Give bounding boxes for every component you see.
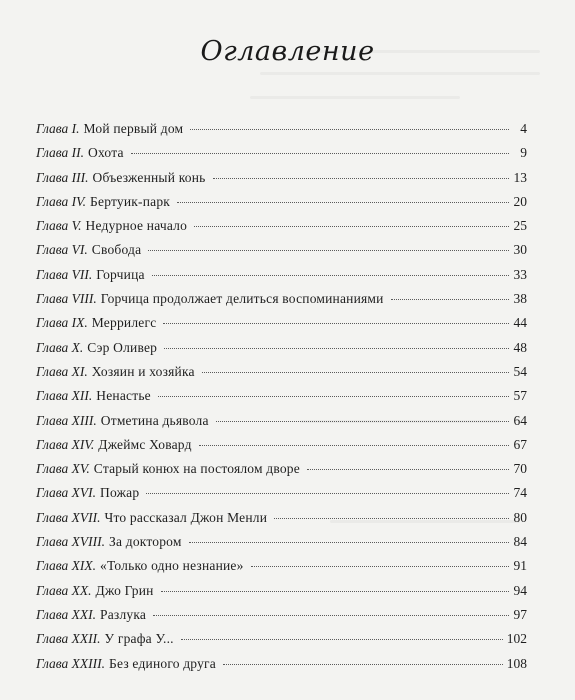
dot-leader (194, 225, 509, 227)
chapter-title: Джеймс Ховард (98, 436, 192, 452)
chapter-number: Глава VIII. (36, 291, 97, 307)
chapter-number: Глава XXIII. (36, 655, 106, 671)
dot-leader (164, 347, 509, 349)
page-number: 33 (513, 266, 527, 282)
dot-leader (391, 298, 509, 300)
chapter-number: Глава III. (36, 169, 89, 185)
page-number: 64 (513, 412, 527, 428)
toc-entry (36, 141, 527, 165)
page-number: 54 (513, 363, 527, 379)
dot-leader (251, 565, 509, 567)
chapter-number: Глава XVI. (36, 485, 97, 501)
page-number: 13 (513, 169, 527, 185)
chapter-number: Глава V. (36, 218, 82, 234)
chapter-title: Пожар (100, 485, 140, 501)
toc-entry (36, 263, 527, 287)
chapter-number: Глава XX. (36, 582, 92, 598)
chapter-number: Глава XV. (36, 461, 90, 477)
dot-leader (163, 322, 509, 324)
dot-leader (153, 614, 509, 616)
toc-entry (36, 214, 527, 238)
toc-entry (36, 506, 527, 530)
chapter-number: Глава XXII. (36, 631, 101, 647)
page-number: 97 (513, 606, 527, 622)
dot-leader (202, 371, 509, 373)
chapter-title: Мой первый дом (83, 121, 184, 136)
chapter-title: Меррилегс (91, 315, 157, 331)
table-of-contents (36, 117, 527, 676)
dot-leader (189, 541, 509, 543)
dot-leader (161, 590, 509, 592)
toc-entry (36, 409, 527, 433)
toc-entry (36, 481, 527, 505)
toc-entry (36, 579, 527, 603)
chapter-number: Глава XII. (36, 388, 93, 404)
dot-leader (274, 517, 509, 519)
dot-leader (152, 274, 509, 276)
page-number: 44 (513, 315, 527, 331)
page-number: 4 (520, 121, 527, 136)
page-number: 57 (513, 388, 527, 404)
page-number: 70 (513, 461, 527, 477)
bleed-through-line (260, 72, 540, 75)
chapter-title: Сэр Оливер (87, 339, 158, 355)
dot-leader (131, 152, 509, 154)
dot-leader (213, 177, 509, 179)
dot-leader (177, 201, 509, 203)
page-number: 48 (513, 339, 527, 355)
dot-leader (216, 420, 509, 422)
page-number: 102 (506, 631, 527, 647)
chapter-title: Разлука (100, 606, 147, 622)
toc-entry (36, 117, 527, 141)
chapter-number: Глава XIV. (36, 436, 95, 452)
page-number: 94 (513, 582, 527, 598)
page-number: 80 (513, 509, 527, 525)
dot-leader (307, 468, 509, 470)
chapter-number: Глава X. (36, 339, 84, 355)
toc-entry (36, 238, 527, 262)
dot-leader (146, 492, 509, 494)
page-number: 9 (520, 145, 527, 161)
bleed-through-line (250, 96, 460, 99)
chapter-title: Что рассказал Джон Менли (104, 509, 268, 525)
chapter-number: Глава IV. (36, 193, 87, 209)
chapter-title: Свобода (91, 242, 142, 258)
chapter-number: Глава XVII. (36, 509, 101, 525)
toc-entry (36, 336, 527, 360)
chapter-number: Глава XXI. (36, 606, 97, 622)
toc-entry (36, 433, 527, 457)
toc-entry (36, 287, 527, 311)
dot-leader (199, 444, 509, 446)
toc-entry (36, 190, 527, 214)
chapter-title: Недурное начало (85, 218, 188, 234)
chapter-title: Объезженный конь (92, 169, 206, 185)
dot-leader (148, 249, 509, 251)
chapter-number: Глава VI. (36, 242, 88, 258)
chapter-number: Глава XIII. (36, 412, 97, 428)
page-number: 38 (513, 291, 527, 307)
toc-entry (36, 360, 527, 384)
toc-entry (36, 311, 527, 335)
dot-leader (223, 663, 503, 665)
chapter-number: Глава II. (36, 145, 85, 161)
chapter-number: Глава IX. (36, 315, 88, 331)
chapter-title: За доктором (109, 534, 182, 550)
chapter-number: Глава XVIII. (36, 534, 106, 550)
page-number: 30 (513, 242, 527, 258)
chapter-title: У графа У... (104, 631, 174, 647)
chapter-title: Хозяин и хозяйка (91, 363, 195, 379)
toc-entry (36, 166, 527, 190)
chapter-title: Бертуик-парк (90, 193, 171, 209)
page-number: 20 (513, 193, 527, 209)
chapter-number: Глава XIX. (36, 558, 97, 574)
chapter-title: Горчица продолжает делиться воспоминаниями (100, 291, 384, 307)
chapter-number: Глава VII. (36, 266, 93, 282)
chapter-number: Глава XI. (36, 363, 88, 379)
chapter-title: Отметина дьявола (100, 412, 209, 428)
toc-entry (36, 457, 527, 481)
toc-entry (36, 627, 527, 651)
dot-leader (190, 128, 509, 130)
page-number: 91 (513, 558, 527, 574)
chapter-number: Глава I. (36, 121, 80, 136)
chapter-title: Охота (88, 145, 124, 161)
page-number: 84 (513, 534, 527, 550)
toc-entry (36, 530, 527, 554)
chapter-title: «Только одно незнание» (100, 558, 244, 574)
toc-entry (36, 554, 527, 578)
page-number: 74 (513, 485, 527, 501)
chapter-title: Без единого друга (109, 655, 216, 671)
toc-entry (36, 384, 527, 408)
chapter-title: Горчица (96, 266, 145, 282)
page-number: 108 (506, 655, 527, 671)
page-title: Оглавление (200, 36, 375, 67)
dot-leader (158, 395, 509, 397)
dot-leader (181, 638, 503, 640)
page-number: 25 (513, 218, 527, 234)
chapter-title: Джо Грин (95, 582, 154, 598)
chapter-title: Старый конюх на постоялом дворе (93, 461, 300, 477)
toc-entry (36, 603, 527, 627)
chapter-title: Ненастье (96, 388, 151, 404)
toc-entry (36, 652, 527, 676)
page-number: 67 (513, 436, 527, 452)
